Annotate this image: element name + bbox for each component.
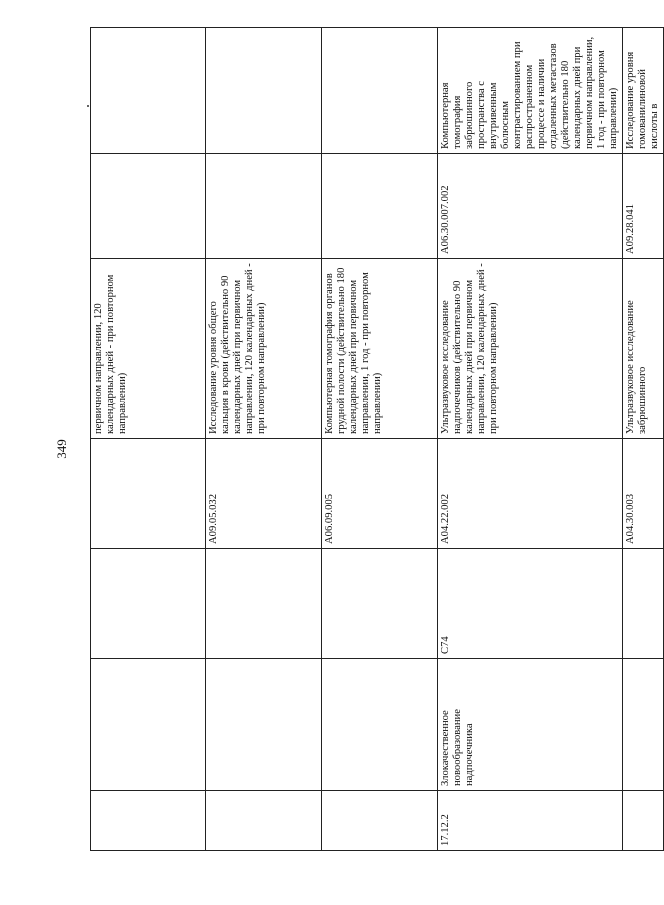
table-cell: [91, 154, 206, 259]
rotated-table-container: [90, 28, 660, 851]
service-cell-2: Компьютерная томография забрюшинного пространства с внутривенным болюсным контрастированием при распространенном процессе и наличии отдаленных метастазов (действительно 180 календарных дней при первичном направлении, 1 год - при повторном направлении): [438, 28, 623, 154]
table-cell: [206, 549, 322, 659]
table-cell: [623, 659, 664, 791]
table-cell: [91, 28, 206, 154]
table-cell: [206, 28, 322, 154]
table-cell: [91, 791, 206, 851]
code-cell: A06.09.005: [322, 439, 438, 549]
table-row: [438, 28, 623, 851]
code-cell: A04.30.003: [623, 439, 664, 549]
table-cell: [322, 549, 438, 659]
service-cell: Ультразвуковое исследование надпочечников (действительно 90 календарных дней при первичном направлении, 120 календарных дней - при повторном направлении): [438, 259, 623, 439]
table-cell: [91, 659, 206, 791]
code-cell-2: A06.30.007.002: [438, 154, 623, 259]
service-cell: Ультразвуковое исследование забрюшинного: [623, 259, 664, 439]
scan-dot: [87, 105, 89, 107]
row-number-cell: 17.12.2: [438, 791, 623, 851]
code-cell-2: A09.28.041: [623, 154, 664, 259]
table-cell: [206, 154, 322, 259]
table-cell: [322, 659, 438, 791]
service-cell: первичном направлении, 120 календарных дней - при повторном направлении): [91, 259, 206, 439]
table-cell: [322, 791, 438, 851]
table-cell: [206, 791, 322, 851]
service-cell-2: Исследование уровня гомованилиновой кислоты в: [623, 28, 664, 154]
document-table: [90, 27, 664, 851]
table-cell: [206, 659, 322, 791]
table-cell: [623, 791, 664, 851]
table-row: [322, 28, 438, 851]
service-cell: Исследование уровня общего кальция в крови (действительно 90 календарных дней при первичном направлении, 120 календарных дней - при повторном направлении): [206, 259, 322, 439]
table-cell: [91, 439, 206, 549]
table-row: [206, 28, 322, 851]
table-row: [623, 28, 664, 851]
page-number: 349: [54, 439, 69, 459]
disease-name-cell: Злокачественное новообразование надпочечника: [438, 659, 623, 791]
table-row: [91, 28, 206, 851]
table-cell: [91, 549, 206, 659]
table-cell: [623, 549, 664, 659]
icd-code-cell: C74: [438, 549, 623, 659]
code-cell: A04.22.002: [438, 439, 623, 549]
service-cell: Компьютерная томография органов грудной полости (действительно 180 календарных дней при первичном направлении, 1 год - при повторном направлении): [322, 259, 438, 439]
code-cell: A09.05.032: [206, 439, 322, 549]
table-cell: [322, 154, 438, 259]
table-cell: [322, 28, 438, 154]
